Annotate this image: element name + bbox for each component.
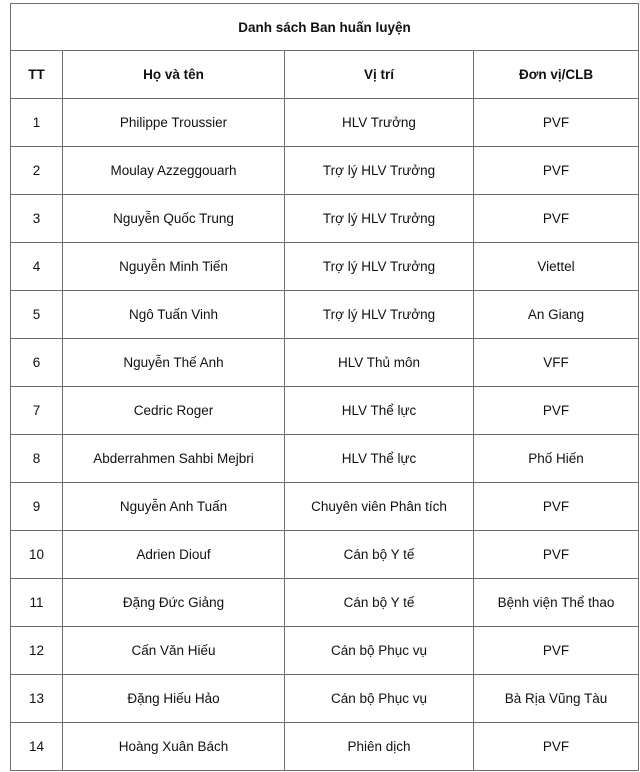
cell-unit: PVF [474, 195, 639, 243]
cell-name: Nguyễn Minh Tiến [63, 243, 285, 291]
cell-tt: 9 [11, 483, 63, 531]
cell-name: Cấn Văn Hiếu [63, 627, 285, 675]
header-position: Vị trí [285, 51, 474, 99]
cell-tt: 12 [11, 627, 63, 675]
table-title-row [11, 4, 639, 51]
table-row [11, 531, 639, 579]
cell-position: HLV Trưởng [285, 99, 474, 147]
cell-tt: 10 [11, 531, 63, 579]
cell-tt: 2 [11, 147, 63, 195]
cell-unit: PVF [474, 627, 639, 675]
cell-position: Cán bộ Phục vụ [285, 627, 474, 675]
table-row [11, 675, 639, 723]
cell-unit: Phố Hiến [474, 435, 639, 483]
cell-tt: 11 [11, 579, 63, 627]
cell-unit: PVF [474, 531, 639, 579]
cell-unit: An Giang [474, 291, 639, 339]
header-name: Họ và tên [63, 51, 285, 99]
cell-name: Đặng Đức Giảng [63, 579, 285, 627]
cell-name: Abderrahmen Sahbi Mejbri [63, 435, 285, 483]
cell-tt: 3 [11, 195, 63, 243]
table-row [11, 483, 639, 531]
table-row [11, 147, 639, 195]
cell-unit: PVF [474, 483, 639, 531]
cell-tt: 13 [11, 675, 63, 723]
cell-tt: 1 [11, 99, 63, 147]
cell-name: Ngô Tuấn Vinh [63, 291, 285, 339]
table-title: Danh sách Ban huấn luyện [11, 4, 639, 51]
cell-tt: 7 [11, 387, 63, 435]
table-row [11, 99, 639, 147]
cell-name: Hoàng Xuân Bách [63, 723, 285, 771]
table-row [11, 387, 639, 435]
cell-position: HLV Thể lực [285, 387, 474, 435]
cell-unit: Bệnh viện Thể thao [474, 579, 639, 627]
cell-position: Cán bộ Y tế [285, 531, 474, 579]
cell-position: Trợ lý HLV Trưởng [285, 243, 474, 291]
cell-unit: VFF [474, 339, 639, 387]
cell-position: Trợ lý HLV Trưởng [285, 195, 474, 243]
cell-position: Trợ lý HLV Trưởng [285, 291, 474, 339]
cell-unit: PVF [474, 723, 639, 771]
cell-unit: PVF [474, 147, 639, 195]
cell-position: Phiên dịch [285, 723, 474, 771]
cell-name: Philippe Troussier [63, 99, 285, 147]
cell-tt: 14 [11, 723, 63, 771]
table-header-row [11, 51, 639, 99]
cell-name: Nguyễn Quốc Trung [63, 195, 285, 243]
coaching-staff-table [10, 3, 639, 771]
cell-unit: Viettel [474, 243, 639, 291]
cell-position: Trợ lý HLV Trưởng [285, 147, 474, 195]
table-row [11, 723, 639, 771]
cell-tt: 4 [11, 243, 63, 291]
cell-unit: Bà Rịa Vũng Tàu [474, 675, 639, 723]
table-row [11, 243, 639, 291]
table-row [11, 291, 639, 339]
cell-position: Chuyên viên Phân tích [285, 483, 474, 531]
cell-name: Cedric Roger [63, 387, 285, 435]
cell-name: Nguyễn Thế Anh [63, 339, 285, 387]
table-row [11, 627, 639, 675]
table-row [11, 339, 639, 387]
cell-unit: PVF [474, 99, 639, 147]
cell-tt: 8 [11, 435, 63, 483]
cell-tt: 5 [11, 291, 63, 339]
table-row [11, 579, 639, 627]
header-unit: Đơn vị/CLB [474, 51, 639, 99]
cell-position: HLV Thủ môn [285, 339, 474, 387]
cell-name: Đặng Hiếu Hảo [63, 675, 285, 723]
cell-name: Nguyễn Anh Tuấn [63, 483, 285, 531]
cell-unit: PVF [474, 387, 639, 435]
cell-name: Adrien Diouf [63, 531, 285, 579]
cell-name: Moulay Azzeggouarh [63, 147, 285, 195]
cell-tt: 6 [11, 339, 63, 387]
cell-position: Cán bộ Y tế [285, 579, 474, 627]
header-tt: TT [11, 51, 63, 99]
cell-position: Cán bộ Phục vụ [285, 675, 474, 723]
table-row [11, 435, 639, 483]
table-row [11, 195, 639, 243]
cell-position: HLV Thể lực [285, 435, 474, 483]
